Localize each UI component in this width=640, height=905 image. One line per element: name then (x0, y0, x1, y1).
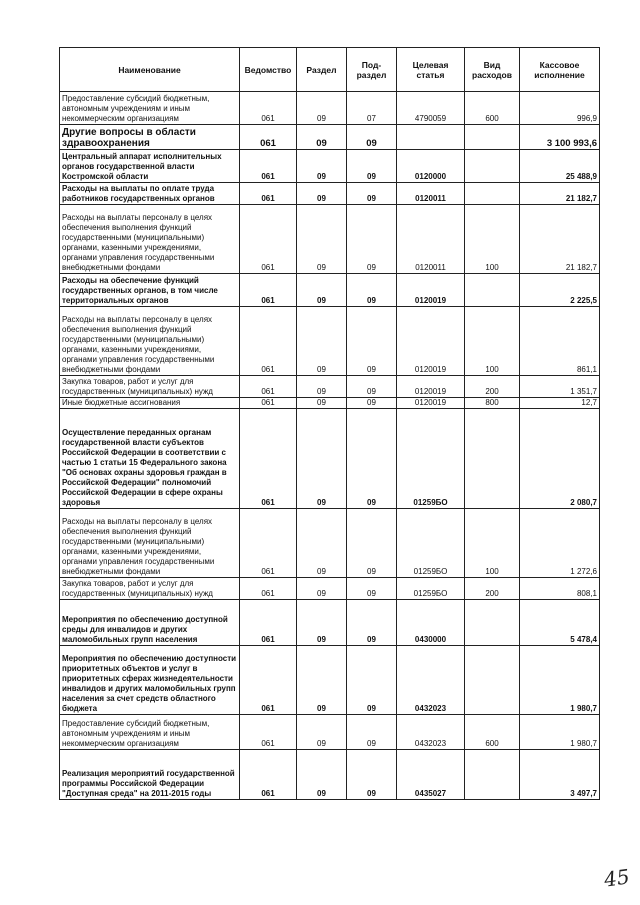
table-row (60, 715, 600, 750)
cell-type (465, 183, 520, 205)
cell-target: 0120011 (397, 205, 465, 274)
cell-dept: 061 (240, 715, 297, 750)
table-row (60, 274, 600, 307)
cell-target: 0120019 (397, 376, 465, 398)
cell-section: 09 (297, 715, 347, 750)
cell-type (465, 150, 520, 183)
cell-dept: 061 (240, 509, 297, 578)
cell-target: 0430000 (397, 600, 465, 646)
cell-section: 09 (297, 125, 347, 150)
cell-target: 0120000 (397, 150, 465, 183)
cell-section: 09 (297, 409, 347, 509)
cell-cash: 996,9 (520, 92, 600, 125)
cell-target: 0120011 (397, 183, 465, 205)
cell-dept: 061 (240, 125, 297, 150)
cell-section: 09 (297, 750, 347, 800)
cell-name: Расходы на выплаты персоналу в целях обеспечения выполнения функций государственными (муниципальными) органами, казенными учреждениями, органами управления государственными внебюджетными фондами (60, 307, 240, 376)
table-row (60, 600, 600, 646)
cell-cash: 3 497,7 (520, 750, 600, 800)
cell-dept: 061 (240, 205, 297, 274)
cell-cash: 2 080,7 (520, 409, 600, 509)
table-row (60, 750, 600, 800)
cell-section: 09 (297, 376, 347, 398)
cell-cash: 1 351,7 (520, 376, 600, 398)
cell-subsection: 09 (347, 646, 397, 715)
cell-target: 01259БО (397, 578, 465, 600)
cell-subsection: 09 (347, 509, 397, 578)
cell-cash: 21 182,7 (520, 183, 600, 205)
header-dept: Ведомство (240, 48, 297, 92)
cell-section: 09 (297, 398, 347, 409)
cell-dept: 061 (240, 92, 297, 125)
table-row (60, 92, 600, 125)
cell-type (465, 600, 520, 646)
cell-subsection: 09 (347, 150, 397, 183)
cell-name: Закупка товаров, работ и услуг для государственных (муниципальных) нужд (60, 578, 240, 600)
cell-name: Центральный аппарат исполнительных органов государственной власти Костромской области (60, 150, 240, 183)
cell-cash: 1 980,7 (520, 646, 600, 715)
table-row (60, 376, 600, 398)
table-row (60, 125, 600, 150)
cell-type: 200 (465, 578, 520, 600)
cell-name: Другие вопросы в области здравоохранения (60, 125, 240, 150)
cell-target: 0120019 (397, 274, 465, 307)
header-target: Целевая статья (397, 48, 465, 92)
header-section: Раздел (297, 48, 347, 92)
cell-section: 09 (297, 307, 347, 376)
header-name: Наименование (60, 48, 240, 92)
cell-subsection: 09 (347, 307, 397, 376)
header-subsection: Под- раздел (347, 48, 397, 92)
cell-subsection: 09 (347, 750, 397, 800)
cell-target: 4790059 (397, 92, 465, 125)
table-row (60, 409, 600, 509)
cell-type (465, 646, 520, 715)
table-row (60, 183, 600, 205)
cell-type: 200 (465, 376, 520, 398)
cell-dept: 061 (240, 578, 297, 600)
header-cash: Кассовое исполнение (520, 48, 600, 92)
cell-subsection: 09 (347, 183, 397, 205)
cell-cash: 1 272,6 (520, 509, 600, 578)
cell-cash: 25 488,9 (520, 150, 600, 183)
page-number: 45 (602, 864, 631, 892)
cell-target: 0120019 (397, 398, 465, 409)
cell-section: 09 (297, 509, 347, 578)
cell-section: 09 (297, 578, 347, 600)
table-row (60, 150, 600, 183)
cell-type: 100 (465, 205, 520, 274)
cell-name: Закупка товаров, работ и услуг для государственных (муниципальных) нужд (60, 376, 240, 398)
cell-dept: 061 (240, 398, 297, 409)
table-row (60, 578, 600, 600)
cell-subsection: 09 (347, 715, 397, 750)
cell-dept: 061 (240, 307, 297, 376)
cell-type: 100 (465, 509, 520, 578)
cell-target: 01259БО (397, 509, 465, 578)
cell-subsection: 09 (347, 274, 397, 307)
cell-dept: 061 (240, 409, 297, 509)
cell-dept: 061 (240, 183, 297, 205)
table-row (60, 509, 600, 578)
cell-target: 0432023 (397, 715, 465, 750)
cell-dept: 061 (240, 150, 297, 183)
cell-type (465, 125, 520, 150)
cell-target: 01259БО (397, 409, 465, 509)
cell-name: Предоставление субсидий бюджетным, автономным учреждениям и иным некоммерческим организациям (60, 715, 240, 750)
cell-dept: 061 (240, 646, 297, 715)
cell-type (465, 409, 520, 509)
cell-section: 09 (297, 205, 347, 274)
cell-dept: 061 (240, 274, 297, 307)
cell-subsection: 09 (347, 398, 397, 409)
cell-type: 600 (465, 92, 520, 125)
cell-cash: 5 478,4 (520, 600, 600, 646)
cell-section: 09 (297, 646, 347, 715)
cell-dept: 061 (240, 600, 297, 646)
cell-cash: 12,7 (520, 398, 600, 409)
cell-name: Расходы на выплаты персоналу в целях обеспечения выполнения функций государственными (муниципальными) органами, казенными учреждениями, органами управления государственными внебюджетными фондами (60, 205, 240, 274)
cell-target: 0435027 (397, 750, 465, 800)
cell-type (465, 750, 520, 800)
header-type: Вид расходов (465, 48, 520, 92)
cell-subsection: 09 (347, 600, 397, 646)
cell-section: 09 (297, 274, 347, 307)
cell-cash: 861,1 (520, 307, 600, 376)
cell-name: Иные бюджетные ассигнования (60, 398, 240, 409)
cell-section: 09 (297, 150, 347, 183)
cell-name: Расходы на выплаты по оплате труда работников государственных органов (60, 183, 240, 205)
cell-target (397, 125, 465, 150)
budget-table (59, 47, 600, 800)
cell-dept: 061 (240, 750, 297, 800)
cell-target: 0120019 (397, 307, 465, 376)
header-row (60, 48, 600, 92)
table-row (60, 307, 600, 376)
cell-type (465, 274, 520, 307)
cell-cash: 1 980,7 (520, 715, 600, 750)
cell-name: Расходы на обеспечение функций государственных органов, в том числе территориальных органов (60, 274, 240, 307)
cell-subsection: 09 (347, 205, 397, 274)
cell-name: Мероприятия по обеспечению доступной среды для инвалидов и других маломобильных групп населения (60, 600, 240, 646)
cell-type: 600 (465, 715, 520, 750)
cell-subsection: 09 (347, 125, 397, 150)
cell-cash: 808,1 (520, 578, 600, 600)
cell-type: 100 (465, 307, 520, 376)
cell-subsection: 07 (347, 92, 397, 125)
cell-name: Осуществление переданных органам государственной власти субъектов Российской Федерации в соответствии с частью 1 статьи 15 Федерального закона "Об основах охраны здоровья граждан в Российской Федерации" полномочий Российской Федерации в сфере охраны здоровья (60, 409, 240, 509)
cell-name: Предоставление субсидий бюджетным, автономным учреждениям и иным некоммерческим организациям (60, 92, 240, 125)
cell-name: Мероприятия по обеспечению доступности приоритетных объектов и услуг в приоритетных сферах жизнедеятельности инвалидов и других маломобильных групп населения за счет средств областного бюджета (60, 646, 240, 715)
cell-name: Расходы на выплаты персоналу в целях обеспечения выполнения функций государственными (муниципальными) органами, казенными учреждениями, органами управления государственными внебюджетными фондами (60, 509, 240, 578)
cell-cash: 3 100 993,6 (520, 125, 600, 150)
cell-name: Реализация мероприятий государственной программы Российской Федерации "Доступная среда" на 2011-2015 годы (60, 750, 240, 800)
cell-section: 09 (297, 92, 347, 125)
cell-subsection: 09 (347, 578, 397, 600)
cell-subsection: 09 (347, 409, 397, 509)
cell-dept: 061 (240, 376, 297, 398)
table-row (60, 398, 600, 409)
cell-section: 09 (297, 183, 347, 205)
cell-subsection: 09 (347, 376, 397, 398)
cell-section: 09 (297, 600, 347, 646)
table-row (60, 205, 600, 274)
cell-cash: 2 225,5 (520, 274, 600, 307)
cell-cash: 21 182,7 (520, 205, 600, 274)
cell-target: 0432023 (397, 646, 465, 715)
table-row (60, 646, 600, 715)
cell-type: 800 (465, 398, 520, 409)
